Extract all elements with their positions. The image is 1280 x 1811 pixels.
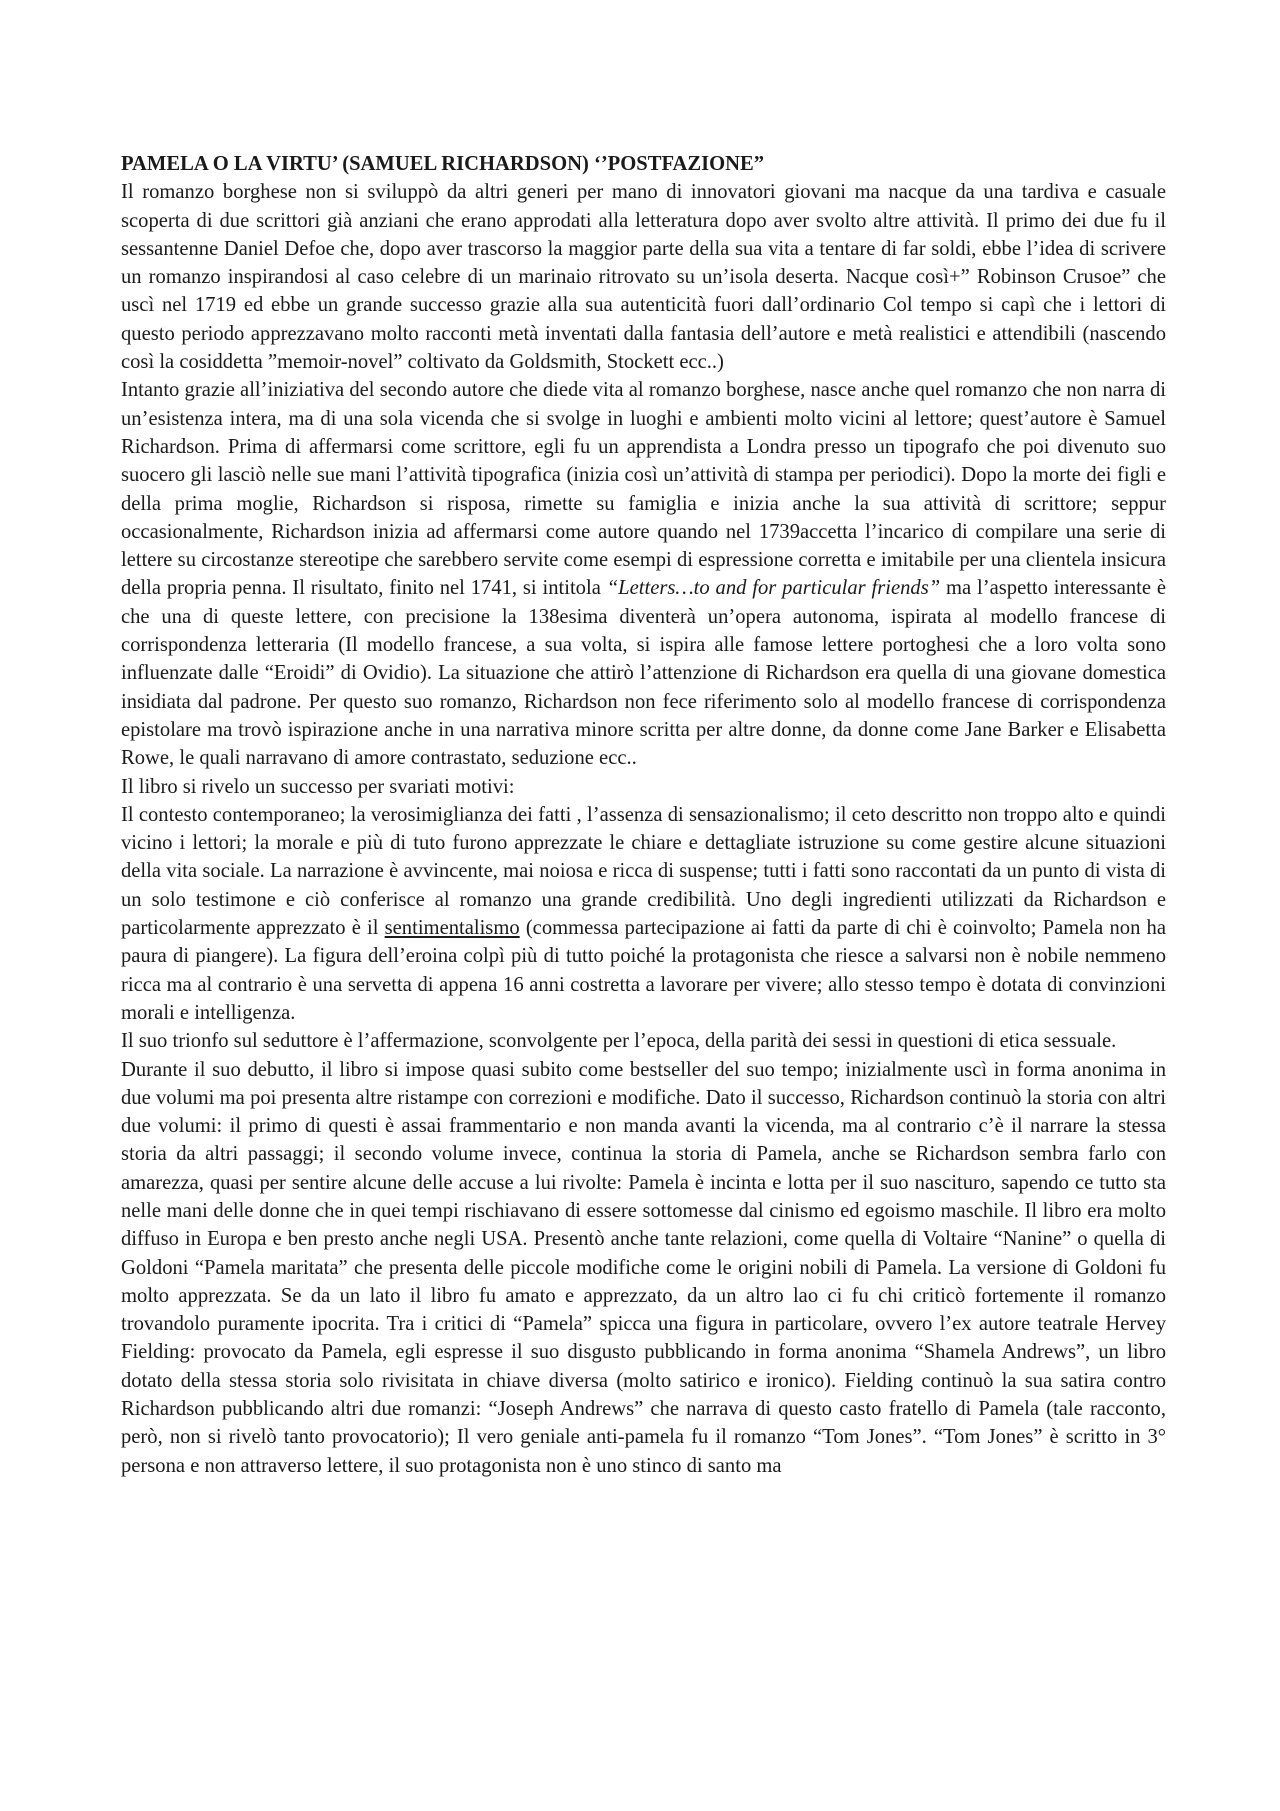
document-page [121,150,1166,1480]
paragraph-success-intro: Il libro si rivelo un successo per svariati motivi: [121,775,515,798]
letters-title-italic: “Letters…to and for particular friends” [606,577,941,600]
paragraph-richardson [121,376,1166,772]
paragraph-success-text-2: (commessa partecipazione ai fatti da parte di chi è coinvolto; Pamela non ha paura di piangere). La figura dell’eroina colpì più di tutto poiché la protagonista che riesce a salvarsi non è nobile nemmeno ricca ma al contrario è una servetta di appena 16 anni costretta a lavorare per vivere; allo stesso tempo è dotata di convinzioni morali e intelligenza. [121,917,1166,1024]
paragraph-richardson-text-1: Intanto grazie all’iniziativa del secondo autore che diede vita al romanzo borghese, nasce anche quel romanzo che non narra di un’esistenza intera, ma di una sola vicenda che si svolge in luoghi e ambienti molto vicini al lettore; quest’autore è Samuel Richardson. Prima di affermarsi come scrittore, egli fu un apprendista a Londra presso un tipografo che poi divenuto suo suocero gli lasciò nelle sue mani l’attività tipografica (inizia così un’attività di stampa per periodici). Dopo la morte dei figli e della prima moglie, Richardson si risposa, rimette su famiglia e inizia anche la sua attività di scrittore; seppur occasionalmente, Richardson inizia ad affermarsi come autore quando nel 1739accetta l’incarico di compilare una serie di lettere su circostanze stereotipe che sarebbero servite come esempi di espressione corretta e imitabile per una clientela insicura della propria penna. Il risultato, finito nel 1741, si intitola [121,379,1166,600]
paragraph-debut: Durante il suo debutto, il libro si impose quasi subito come bestseller del suo tempo; inizialmente uscì in forma anonima in due volumi ma poi presenta altre ristampe con correzioni e modifiche. Dato il successo, Richardson continuò la storia con altri due volumi: il primo di questi è assai frammentario e non manda avanti la vicenda, ma al contrario c’è il narrare la stessa storia da altri passaggi; il secondo volume invece, continua la storia di Pamela, anche se Richardson sembra farlo con amarezza, quasi per sentire alcune delle accuse a lui rivolte: Pamela è incinta e lotta per il suo nascituro, sapendo ce tutto sta nelle mani delle donne che in quei tempi rischiavano di essere sottomesse dal cinismo ed egoismo maschile. Il libro era molto diffuso in Europa e ben presto anche negli USA. Presentò anche tante relazioni, come quella di Voltaire “Nanine” o quella di Goldoni “Pamela maritata” che presenta delle piccole modifiche come le origini nobili di Pamela. La versione di Goldoni fu molto apprezzata. Se da un lato il libro fu amato e apprezzato, da un altro lao ci fu chi criticò fortemente il romanzo trovandolo puramente ipocrita. Tra i critici di “Pamela” spicca una figura in particolare, ovvero l’ex autore teatrale Hervey Fielding: provocato da Pamela, egli espresse il suo disgusto pubblicando in forma anonima “Shamela Andrews”, un libro dotato della stessa storia solo rivisitata in chiave diversa (molto satirico e ironico). Fielding continuò la sua satira contro Richardson pubblicando altri due romanzi: “Joseph Andrews” che narrava di questo casto fratello di Pamela (tale racconto, però, non si rivelò tanto provocatorio); Il vero geniale anti-pamela fu il romanzo “Tom Jones”. “Tom Jones” è scritto in 3° persona e non attraverso lettere, il suo protagonista non è uno stinco di santo ma [121,1058,1166,1477]
paragraph-success-text-1: Il contesto contemporaneo; la verosimiglianza dei fatti , l’assenza di sensazionalismo; il ceto descritto non troppo alto e quindi vicino i lettori; la morale e più di tuto furono apprezzate le chiare e dettagliate istruzione su come gestire alcune situazioni della vita sociale. La narrazione è avvincente, mai noiosa e ricca di suspense; tutti i fatti sono raccontati da un punto di vista di un solo testimone e ciò conferisce al romanzo una grande credibilità. Uno degli ingredienti utilizzati da Richardson e particolarmente apprezzato è il [121,803,1166,940]
document-title: PAMELA O LA VIRTU’ (SAMUEL RICHARDSON) ‘’POSTFAZIONE” [121,153,765,175]
paragraph-defoe: Il romanzo borghese non si sviluppò da altri generi per mano di innovatori giovani ma nacque da una tardiva e casuale scoperta di due scrittori già anziani che erano approdati alla letteratura dopo aver svolto altre attività. Il primo dei due fu il sessantenne Daniel Defoe che, dopo aver trascorso la maggior parte della sua vita a tentare di far soldi, ebbe l’idea di scrivere un romanzo inspirandosi al caso celebre di un marinaio ritrovato su un’isola deserta. Nacque così+” Robinson Crusoe” che uscì nel 1719 ed ebbe un grande successo grazie alla sua autenticità fuori dall’ordinario Col tempo si capì che i lettori di questo periodo apprezzavano molto racconti metà inventati dalla fantasia dell’autore e metà realistici e attendibili (nascendo così la cosiddetta ”memoir-novel” coltivato da Goldsmith, Stockett ecc..) [121,181,1166,374]
paragraph-richardson-text-2: ma l’aspetto interessante è che una di queste lettere, con precisione la 138esima diventerà un’opera autonoma, ispirata al modello francese di corrispondenza letteraria (Il modello francese, a sua volta, si ispira alle famose lettere portoghesi che a loro volta sono influenzate dalle “Eroidi” di Ovidio). La situazione che attirò l’attenzione di Richardson era quella di una giovane domestica insidiata dal padrone. Per questo suo romanzo, Richardson non fece riferimento solo al modello francese di corrispondenza epistolare ma trovò ispirazione anche in una narrativa minore scritta per altre donne, da donne come Jane Barker e Elisabetta Rowe, le quali narravano di amore contrastato, seduzione ecc.. [121,577,1166,770]
paragraph-triumph: Il suo trionfo sul seduttore è l’affermazione, sconvolgente per l’epoca, della parità dei sessi in questioni di etica sessuale. [121,1030,1117,1053]
sentimentalismo-underlined: sentimentalismo [384,917,520,940]
paragraph-success-reasons [121,801,1166,1027]
